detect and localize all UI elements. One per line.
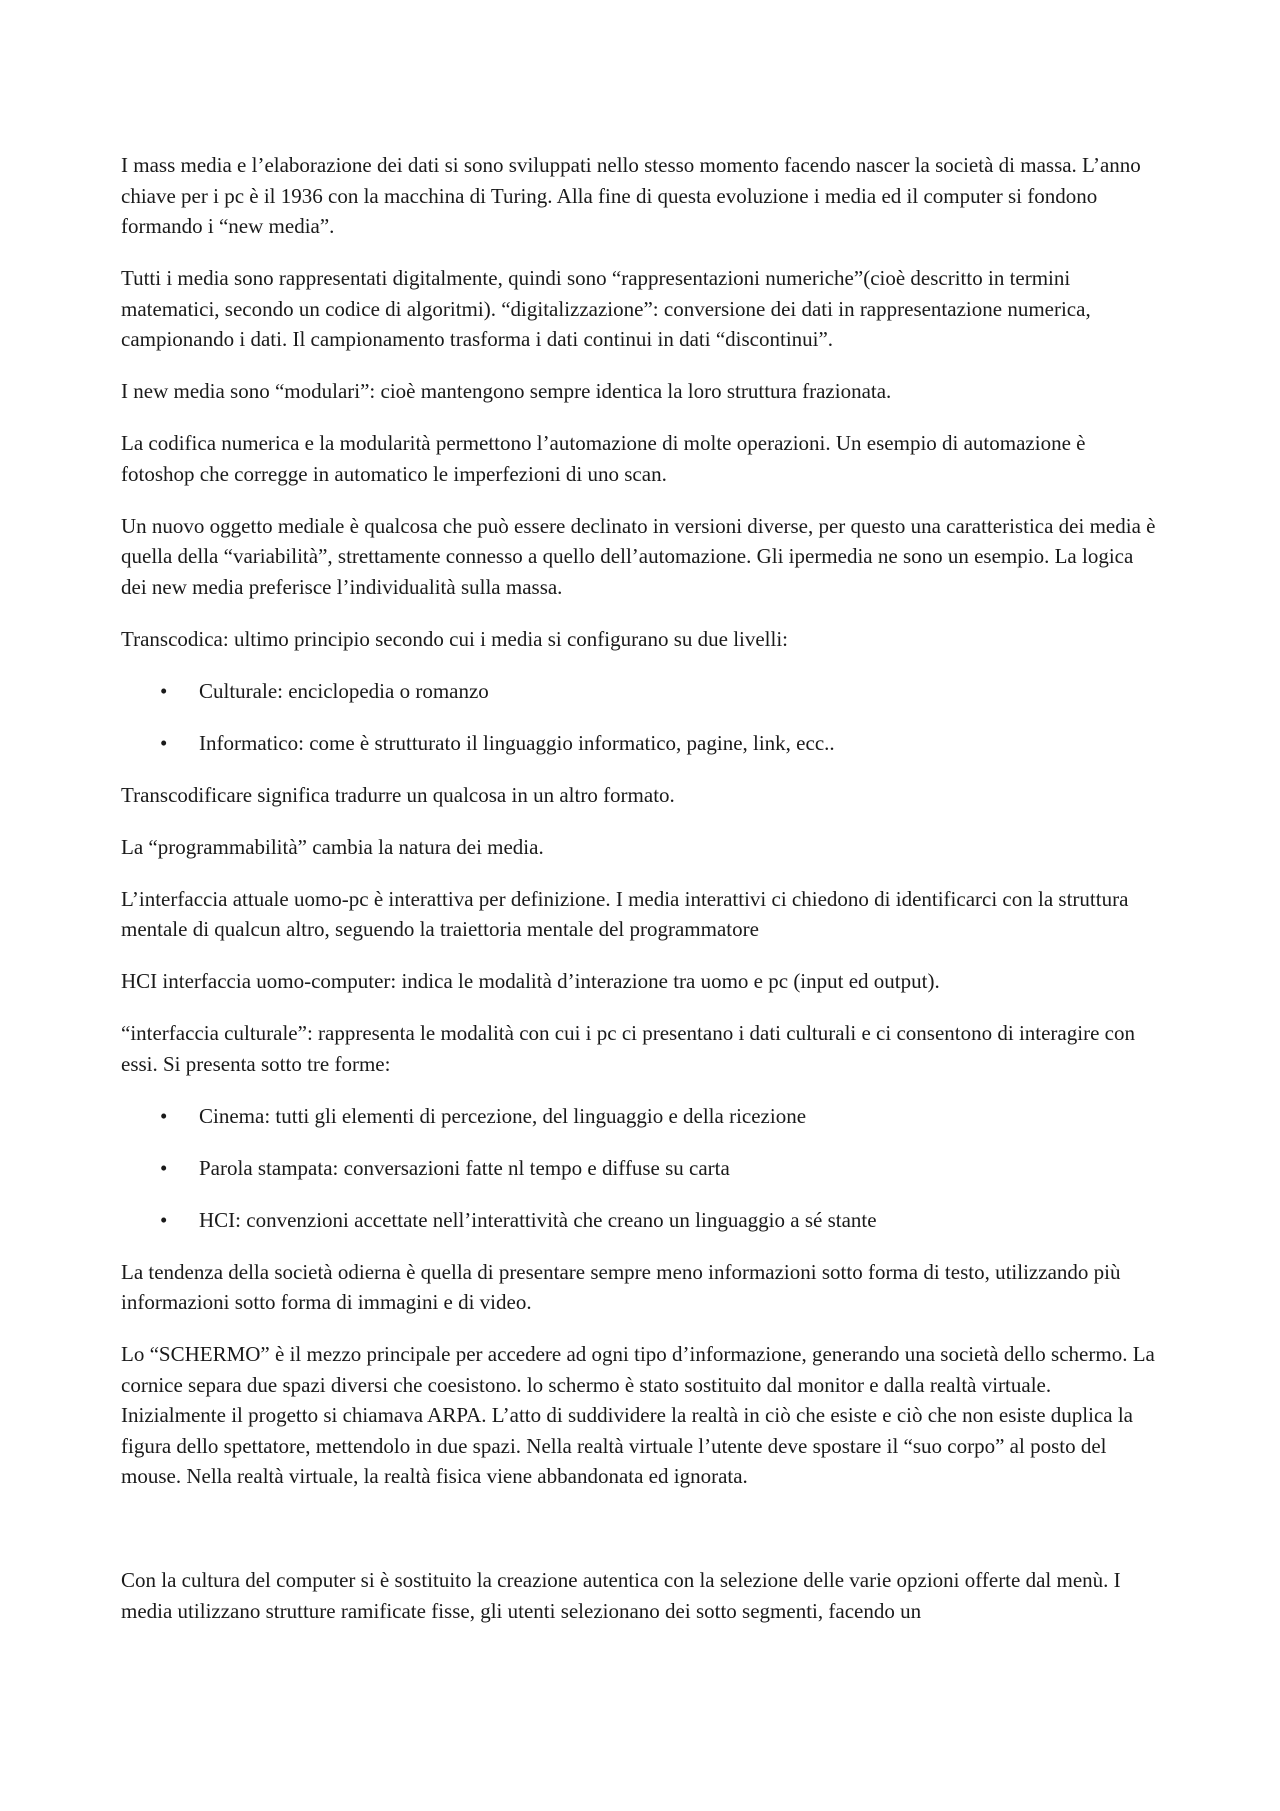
paragraph: “interfaccia culturale”: rappresenta le modalità con cui i pc ci presentano i dati culturali e ci consentono di interagire con essi. Si presenta sotto tre forme: — [121, 1021, 1135, 1076]
bullet-icon: • — [160, 1155, 168, 1180]
document-body — [121, 150, 1161, 1648]
bullet-icon: • — [160, 1207, 168, 1232]
list-item — [121, 1101, 1161, 1132]
paragraph: La “programmabilità” cambia la natura dei media. — [121, 834, 544, 859]
paragraph: Transcodica: ultimo principio secondo cui i media si configurano su due livelli: — [121, 626, 789, 651]
list-item-text: Informatico: come è strutturato il linguaggio informatico, pagine, link, ecc.. — [199, 730, 835, 755]
paragraph: Un nuovo oggetto mediale è qualcosa che può essere declinato in versioni diverse, per questo una caratteristica dei media è quella della “variabilità”, strettamente connesso a quello dell’automazione. Gli ipermedia ne sono un esempio. La logica dei new media preferisce l’individualità sulla massa. — [121, 513, 1156, 599]
paragraph: L’interfaccia attuale uomo-pc è interattiva per definizione. I media interattivi ci chiedono di identificarci con la struttura mentale di qualcun altro, seguendo la traiettoria mentale del programmatore — [121, 886, 1129, 941]
list-item — [121, 1153, 1161, 1184]
bullet-list — [121, 676, 1161, 759]
list-item — [121, 676, 1161, 707]
bullet-list — [121, 1101, 1161, 1236]
list-item-text: Culturale: enciclopedia o romanzo — [199, 678, 489, 703]
paragraph: Lo “SCHERMO” è il mezzo principale per accedere ad ogni tipo d’informazione, generando una società dello schermo. La cornice separa due spazi diversi che coesistono. lo schermo è stato sostituito dal monitor e dalla realtà virtuale. Inizialmente il progetto si chiamava ARPA. L’atto di suddividere la realtà in ciò che esiste e ciò che non esiste duplica la figura dello spettatore, mettendolo in due spazi. Nella realtà virtuale l’utente deve spostare il “suo corpo” al posto del mouse. Nella realtà virtuale, la realtà fisica viene abbandonata ed ignorata. — [121, 1342, 1155, 1488]
list-item — [121, 728, 1161, 759]
bullet-icon: • — [160, 1103, 168, 1128]
paragraph: La codifica numerica e la modularità permettono l’automazione di molte operazioni. Un esempio di automazione è fotoshop che corregge in automatico le imperfezioni di uno scan. — [121, 431, 1086, 486]
list-item-text: HCI: convenzioni accettate nell’interattività che creano un linguaggio a sé stante — [199, 1207, 877, 1232]
list-item-text: Cinema: tutti gli elementi di percezione, del linguaggio e della ricezione — [199, 1103, 807, 1128]
list-item — [121, 1205, 1161, 1236]
paragraph: Transcodificare significa tradurre un qualcosa in un altro formato. — [121, 782, 675, 807]
paragraph: La tendenza della società odierna è quella di presentare sempre meno informazioni sotto forma di testo, utilizzando più informazioni sotto forma di immagini e di video. — [121, 1259, 1121, 1314]
bullet-icon: • — [160, 730, 168, 755]
bullet-icon: • — [160, 678, 168, 703]
paragraph: Tutti i media sono rappresentati digitalmente, quindi sono “rappresentazioni numeriche”(cioè descritto in termini matematici, secondo un codice di algoritmi). “digitalizzazione”: conversione dei dati in rappresentazione numerica, campionando i dati. Il campionamento trasforma i dati continui in dati “discontinui”. — [121, 266, 1091, 351]
list-item-text: Parola stampata: conversazioni fatte nl tempo e diffuse su carta — [199, 1155, 730, 1180]
paragraph: I mass media e l’elaborazione dei dati si sono sviluppati nello stesso momento facendo nascer la società di massa. L’anno chiave per i pc è il 1936 con la macchina di Turing. Alla fine di questa evoluzione i media ed il computer si fondono formando i “new media”. — [121, 153, 1141, 238]
blank-line — [121, 1513, 1161, 1565]
paragraph: Con la cultura del computer si è sostituito la creazione autentica con la selezione delle varie opzioni offerte dal menù. I media utilizzano strutture ramificate fisse, gli utenti selezionano dei sotto segmenti, facendo un — [121, 1568, 1121, 1623]
paragraph: HCI interfaccia uomo-computer: indica le modalità d’interazione tra uomo e pc (input ed output). — [121, 969, 940, 993]
paragraph: I new media sono “modulari”: cioè mantengono sempre identica la loro struttura frazionata. — [121, 379, 892, 403]
